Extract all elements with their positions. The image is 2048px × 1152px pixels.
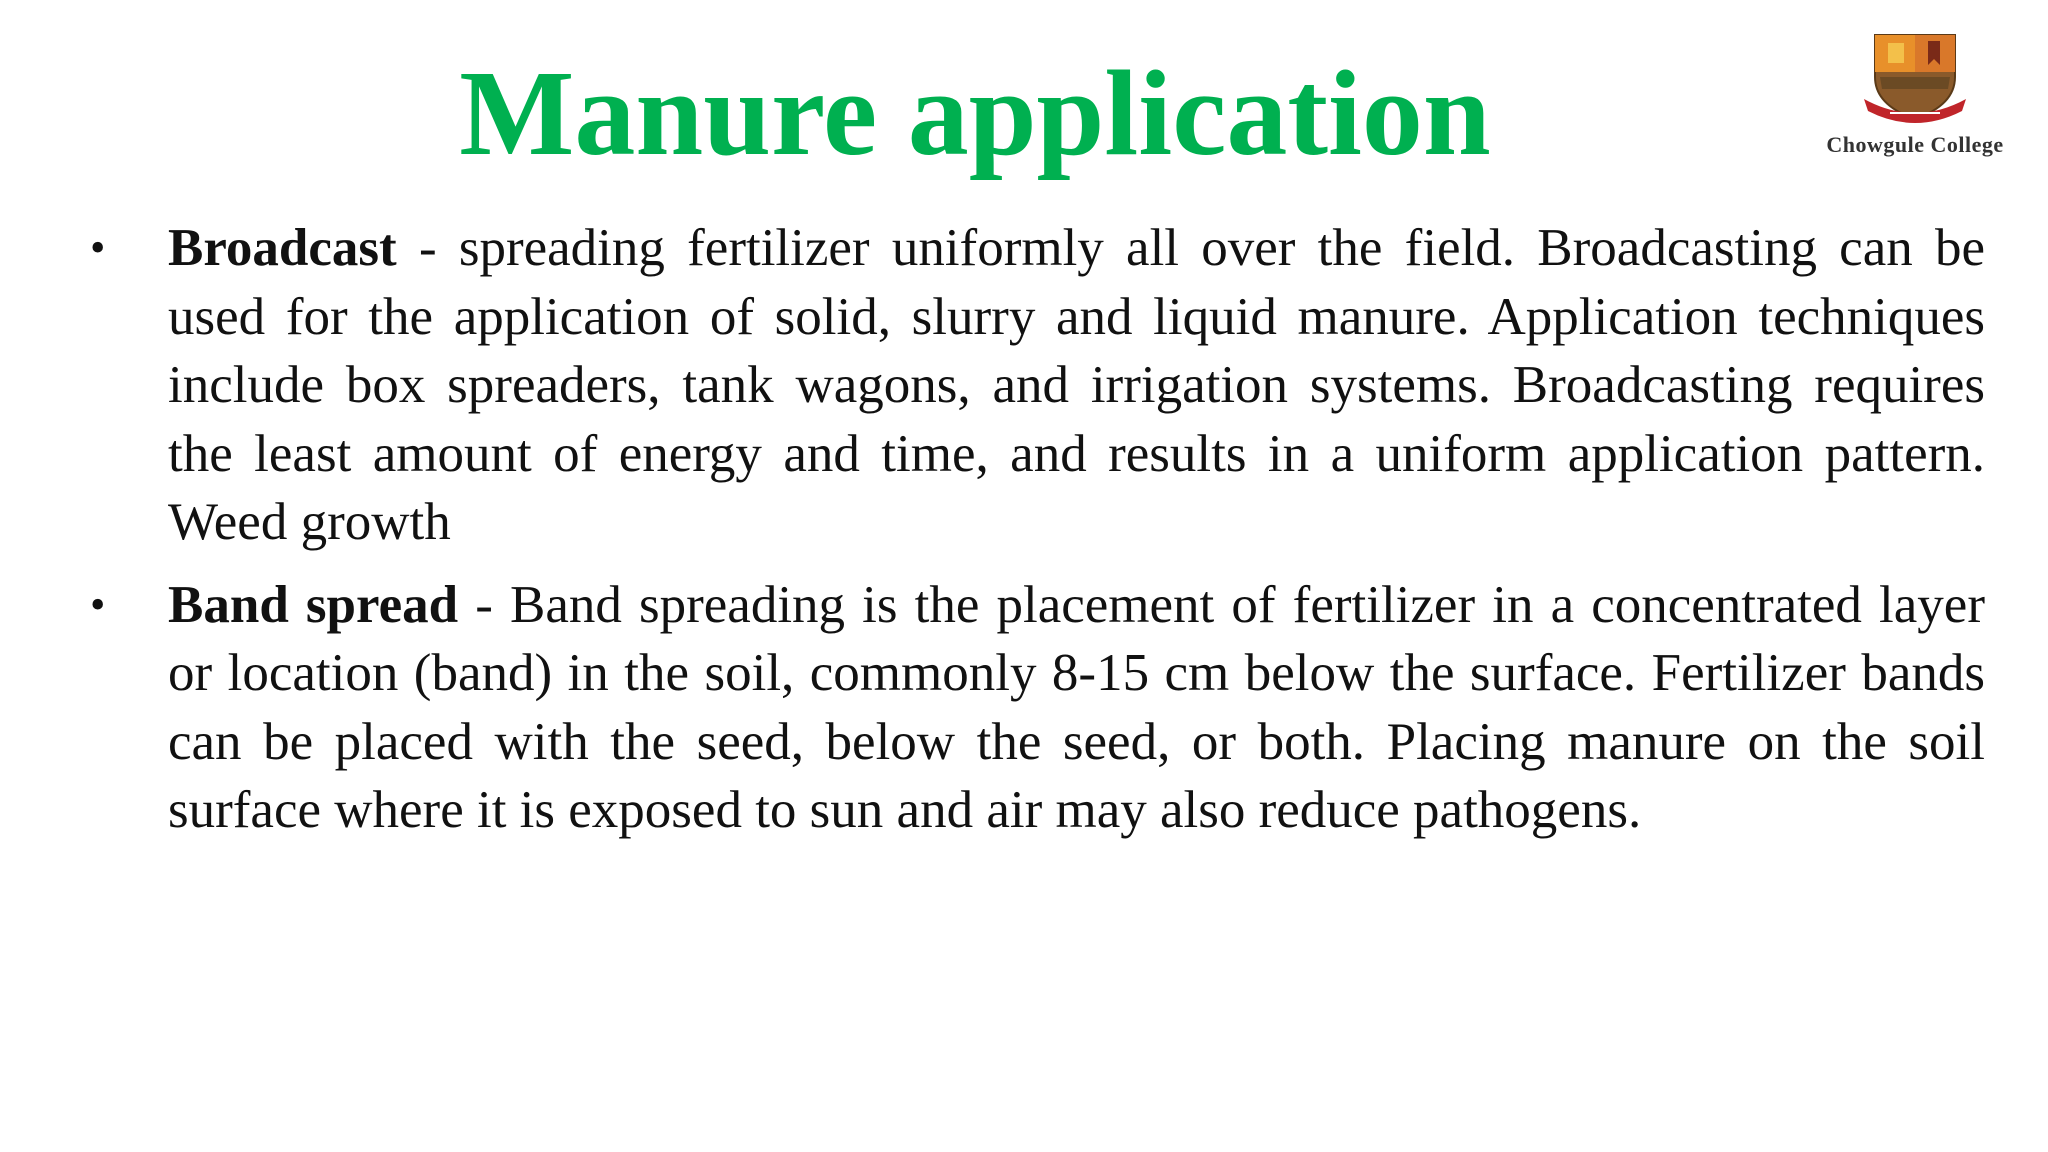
bullet-icon: • [90,223,106,272]
crest-icon [1860,27,1970,132]
bullet-icon: • [90,579,106,629]
college-logo [1800,22,2030,172]
bullet-text: Band spreading is the placement of fertilizer in a concentrated layer or location (band) in the soil, commonly 8-15 cm below the surface. Fertilizer bands can be placed with the seed, below the seed, or both. Placing manure on the soil surface where it is exposed to sun and air may also reduce pathogens. [168,575,1985,839]
bullet-term: Band spread [168,575,459,634]
slide-title: Manure application [459,46,1491,181]
bullet-separator: - [396,219,459,277]
bullet-item-broadcast [90,214,1985,557]
bullet-term: Broadcast [168,219,397,277]
bullet-list [90,214,1985,859]
logo-caption: Chowgule College [1826,132,2004,157]
bullet-text: spreading fertilizer uniformly all over the field. Broadcasting can be used for the application of solid, slurry and liquid manure. Application techniques include box spreaders, tank wagons, and irrigation systems. Broadcasting requires the least amount of energy and time, and results in a uniform application pattern. Weed growth [168,219,1986,551]
bullet-item-band-spread [90,571,1985,845]
bullet-separator: - [458,575,510,634]
